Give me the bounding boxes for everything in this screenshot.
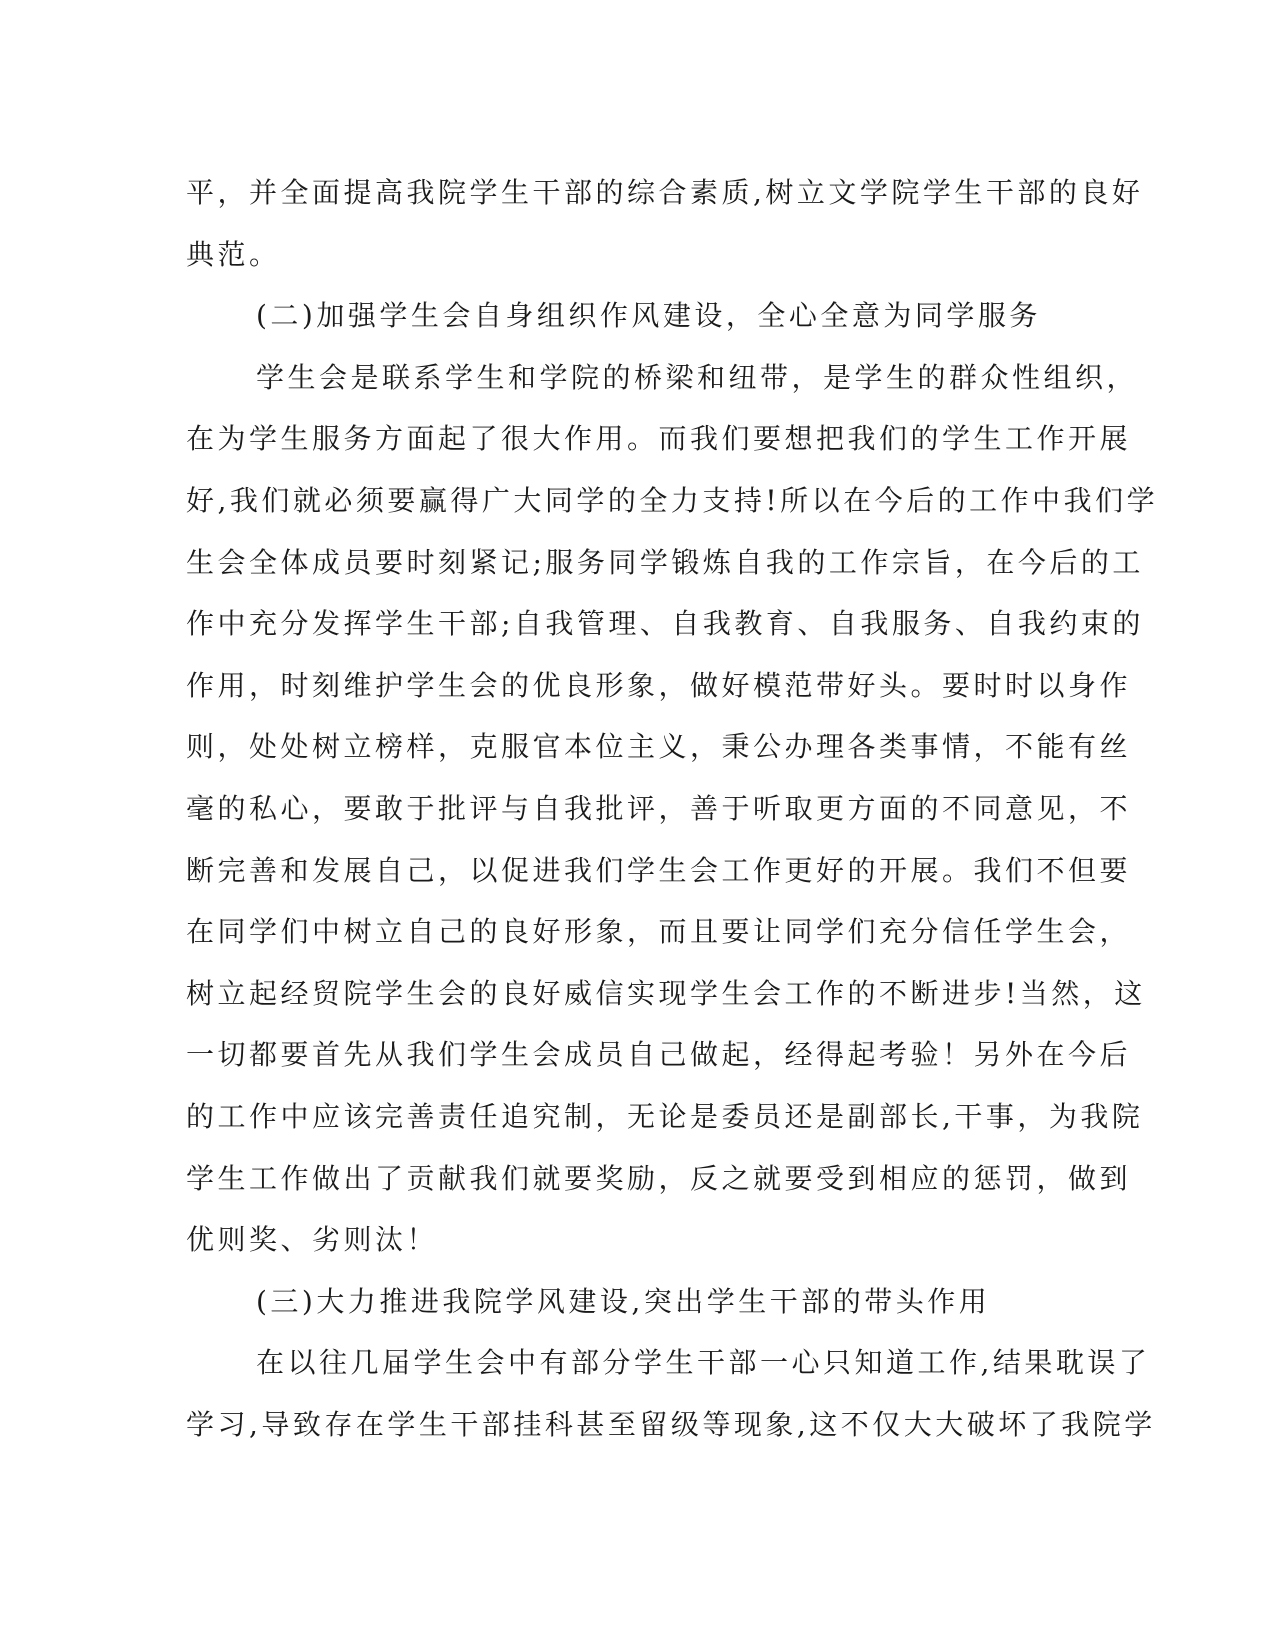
text-line: 断完善和发展自己，以促进我们学生会工作更好的开展。我们不但要 [186,853,1132,887]
text-line: 在为学生服务方面起了很大作用。而我们要想把我们的学生工作开展 [186,422,1132,456]
text-line: 好,我们就必须要赢得广大同学的全力支持!所以在今后的工作中我们学 [186,483,1159,517]
text-line: 在同学们中树立自己的良好形象，而且要让同学们充分信任学生会， [186,915,1132,949]
text-line: 学习,导致存在学生干部挂科甚至留级等现象,这不仅大大破坏了我院学 [186,1407,1156,1441]
text-line: 学生会是联系学生和学院的桥梁和纽带，是学生的群众性组织， [256,360,1139,394]
text-line: 一切都要首先从我们学生会成员自己做起，经得起考验！另外在今后 [186,1038,1132,1072]
text-line: 优则奖、劣则汰！ [186,1223,439,1257]
text-line: 毫的私心，要敢于批评与自我批评，善于听取更方面的不同意见，不 [186,791,1132,825]
text-line: 学生工作做出了贡献我们就要奖励，反之就要受到相应的惩罚，做到 [186,1161,1132,1195]
text-line: (三)大力推进我院学风建设,突出学生干部的带头作用 [256,1284,991,1318]
text-line: 生会全体成员要时刻紧记;服务同学锻炼自我的工作宗旨，在今后的工 [186,545,1144,579]
text-line: 作中充分发挥学生干部;自我管理、自我教育、自我服务、自我约束的 [186,607,1144,641]
text-line: 平，并全面提高我院学生干部的综合素质,树立文学院学生干部的良好 [186,176,1144,209]
document-body [186,162,1159,1455]
text-line: 作用，时刻维护学生会的优良形象，做好模范带好头。要时时以身作 [186,668,1132,702]
text-line: 在以往几届学生会中有部分学生干部一心只知道工作,结果耽误了 [256,1346,1151,1380]
text-line: 树立起经贸院学生会的良好威信实现学生会工作的不断进步!当然，这 [186,976,1146,1010]
text-line: 则，处处树立榜样，克服官本位主义，秉公办理各类事情，不能有丝 [186,730,1132,764]
text-line: 的工作中应该完善责任追究制，无论是委员还是副部长,干事，为我院 [186,1099,1144,1133]
text-line: 典范。 [186,237,281,271]
text-line: (二)加强学生会自身组织作风建设，全心全意为同学服务 [256,299,1041,333]
